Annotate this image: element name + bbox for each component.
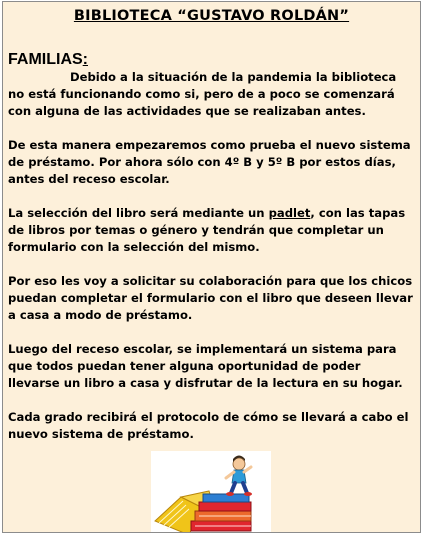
paragraph-2: De esta manera empezaremos como prueba el nuevo sistema de préstamo. Por ahora sólo con 4º B y 5º B por estos días, antes del receso escolar.	[8, 138, 411, 186]
child-on-books-icon	[151, 451, 271, 533]
paragraph-3	[8, 205, 416, 256]
flyer-frame	[2, 1, 421, 533]
paragraph-5: Luego del receso escolar, se implementará un sistema para que todos puedan tener alguna oportunidad de poder llevarse un libro a casa y disfrutar de la lectura en su hogar.	[8, 342, 403, 390]
paragraph-6: Cada grado recibirá el protocolo de cómo se llevará a cabo el nuevo sistema de préstamo.	[8, 410, 409, 441]
paragraph-3-before: La selección del libro será mediante un	[8, 206, 269, 220]
padlet-link[interactable]: padlet	[268, 206, 311, 220]
child-on-books-illustration	[151, 451, 271, 533]
paragraph-1: Debido a la situación de la pandemia la biblioteca no está funcionando como si, pero de a poco se comenzará con alguna de las actividades que se realizaban antes.	[8, 70, 397, 118]
page-title: BIBLIOTECA “GUSTAVO ROLDÁN”	[73, 8, 350, 24]
body-text	[8, 69, 416, 460]
greeting-colon: :	[82, 51, 88, 68]
greeting	[8, 51, 88, 69]
paragraph-3-after: , con las tapas de libros por temas o género y tendrán que completar un formulario con la selección del mismo.	[8, 206, 406, 254]
paragraph-4: Por eso les voy a solicitar su colaboración para que los chicos puedan completar el formulario con el libro que deseen llevar a casa a modo de préstamo.	[8, 274, 413, 322]
greeting-text: FAMILIAS	[8, 51, 83, 68]
